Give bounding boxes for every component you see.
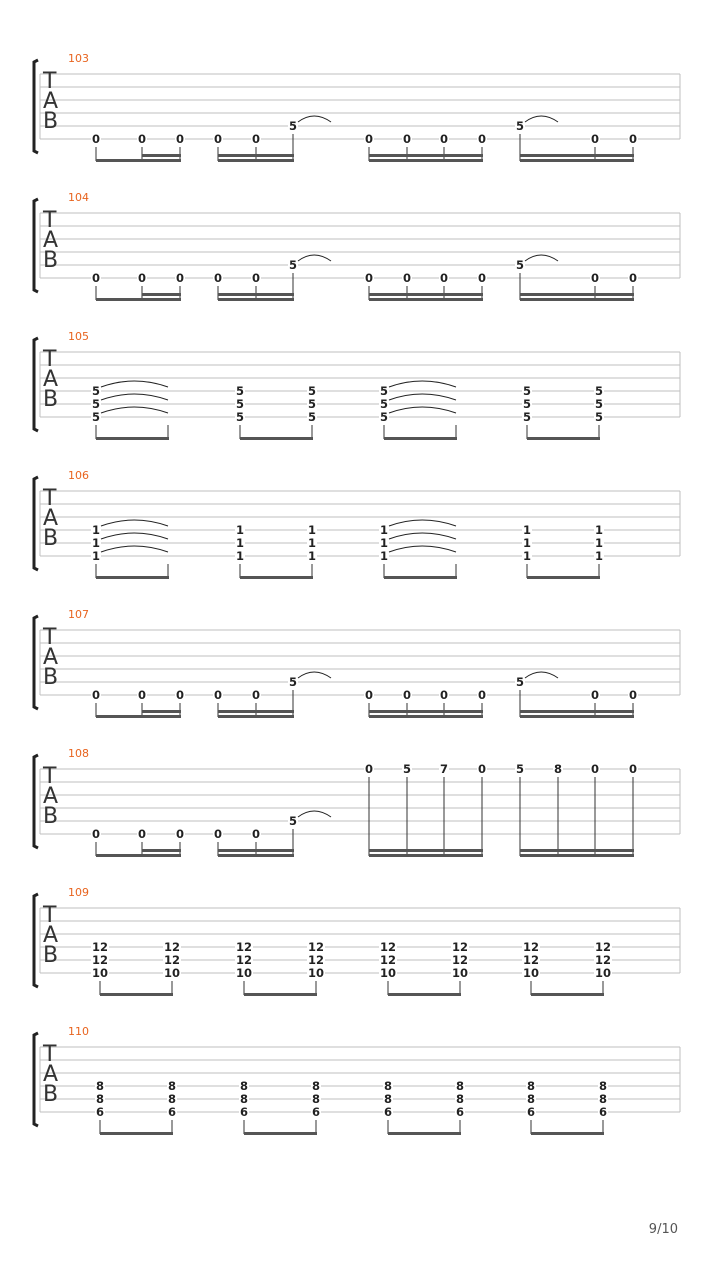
fret-number: 1 <box>522 523 532 537</box>
fret-number: 10 <box>522 966 540 980</box>
fret-number: 8 <box>239 1092 249 1106</box>
staff-system <box>34 608 680 718</box>
tie-arc <box>389 407 456 413</box>
fret-number: 8 <box>311 1079 321 1093</box>
fret-number: 5 <box>235 410 245 424</box>
tie-arc <box>298 811 331 817</box>
fret-number: 5 <box>515 675 525 689</box>
fret-number: 8 <box>383 1092 393 1106</box>
beam <box>520 849 634 852</box>
fret-number: 5 <box>91 384 101 398</box>
fret-number: 5 <box>379 384 389 398</box>
fret-number: 0 <box>628 132 638 146</box>
fret-number: 0 <box>137 132 147 146</box>
fret-number: 10 <box>307 966 325 980</box>
fret-number: 10 <box>379 966 397 980</box>
fret-number: 0 <box>477 762 487 776</box>
fret-number: 5 <box>307 410 317 424</box>
beam <box>218 293 294 296</box>
fret-number: 5 <box>522 397 532 411</box>
beam-secondary <box>142 154 181 157</box>
beam <box>96 159 181 162</box>
system-bracket <box>34 199 38 292</box>
fret-number: 0 <box>477 688 487 702</box>
fret-number: 1 <box>91 549 101 563</box>
fret-number: 8 <box>598 1079 608 1093</box>
fret-number: 5 <box>379 410 389 424</box>
beam <box>240 437 313 440</box>
fret-number: 5 <box>594 397 604 411</box>
fret-number: 5 <box>91 410 101 424</box>
beam <box>244 1132 317 1135</box>
fret-number: 12 <box>451 940 469 954</box>
tab-clef-letter: T <box>43 69 57 94</box>
fret-number: 5 <box>522 410 532 424</box>
fret-number: 0 <box>477 132 487 146</box>
beam <box>96 437 169 440</box>
beam <box>100 993 173 996</box>
fret-number: 6 <box>95 1105 105 1119</box>
fret-number: 8 <box>311 1092 321 1106</box>
fret-number: 6 <box>598 1105 608 1119</box>
fret-number: 1 <box>379 523 389 537</box>
tie-arc <box>525 672 558 678</box>
beam <box>527 437 600 440</box>
staff-system <box>34 886 680 996</box>
fret-number: 12 <box>379 953 397 967</box>
beam-secondary <box>142 710 181 713</box>
fret-number: 5 <box>288 675 298 689</box>
fret-number: 1 <box>307 536 317 550</box>
fret-number: 6 <box>311 1105 321 1119</box>
beam <box>369 154 483 157</box>
fret-number: 5 <box>288 814 298 828</box>
fret-number: 12 <box>163 940 181 954</box>
beam <box>369 710 483 713</box>
fret-number: 1 <box>594 523 604 537</box>
system-bracket <box>34 755 38 848</box>
beam <box>520 854 634 857</box>
fret-number: 0 <box>175 271 185 285</box>
tie-arc <box>389 546 456 552</box>
tab-clef-letter: B <box>43 1082 59 1107</box>
beam <box>520 710 634 713</box>
fret-number: 0 <box>91 132 101 146</box>
fret-number: 6 <box>383 1105 393 1119</box>
fret-number: 0 <box>213 688 223 702</box>
fret-number: 0 <box>251 271 261 285</box>
fret-number: 12 <box>163 953 181 967</box>
fret-number: 0 <box>137 827 147 841</box>
measure-number: 105 <box>68 330 89 343</box>
fret-number: 6 <box>455 1105 465 1119</box>
fret-number: 1 <box>235 536 245 550</box>
fret-number: 8 <box>598 1092 608 1106</box>
staff-system <box>34 747 680 857</box>
page-number: 9/10 <box>648 1222 678 1237</box>
fret-number: 5 <box>91 397 101 411</box>
tie-arc <box>101 533 168 539</box>
fret-number: 0 <box>91 271 101 285</box>
fret-number: 8 <box>383 1079 393 1093</box>
fret-number: 8 <box>526 1092 536 1106</box>
fret-number: 0 <box>590 688 600 702</box>
tie-arc <box>298 255 331 261</box>
fret-number: 0 <box>364 762 374 776</box>
system-bracket <box>34 616 38 709</box>
fret-number: 0 <box>439 132 449 146</box>
measure-number: 103 <box>68 52 89 65</box>
tie-arc <box>298 116 331 122</box>
fret-number: 1 <box>522 549 532 563</box>
tab-clef-letter: A <box>43 367 59 392</box>
tab-clef-letter: B <box>43 248 59 273</box>
tab-clef-letter: B <box>43 387 59 412</box>
fret-number: 0 <box>590 132 600 146</box>
fret-number: 10 <box>91 966 109 980</box>
fret-number: 0 <box>364 132 374 146</box>
measure-number: 104 <box>68 191 89 204</box>
fret-number: 10 <box>594 966 612 980</box>
tie-arc <box>389 520 456 526</box>
fret-number: 8 <box>239 1079 249 1093</box>
beam <box>384 437 457 440</box>
fret-number: 10 <box>451 966 469 980</box>
tie-arc <box>101 394 168 400</box>
staff-system <box>34 191 680 301</box>
beam <box>100 1132 173 1135</box>
system-bracket <box>34 894 38 987</box>
tie-arc <box>389 533 456 539</box>
fret-number: 0 <box>91 688 101 702</box>
fret-number: 12 <box>307 940 325 954</box>
fret-number: 5 <box>515 258 525 272</box>
tab-clef-letter: B <box>43 526 59 551</box>
fret-number: 0 <box>402 132 412 146</box>
fret-number: 1 <box>307 523 317 537</box>
fret-number: 5 <box>235 397 245 411</box>
staff-system <box>34 1025 680 1135</box>
fret-number: 1 <box>594 536 604 550</box>
beam <box>96 298 181 301</box>
fret-number: 5 <box>594 410 604 424</box>
beam <box>531 1132 604 1135</box>
fret-number: 0 <box>251 827 261 841</box>
tab-clef-letter: T <box>43 486 57 511</box>
fret-number: 8 <box>455 1092 465 1106</box>
measure-number: 110 <box>68 1025 89 1038</box>
fret-number: 0 <box>628 271 638 285</box>
fret-number: 1 <box>235 549 245 563</box>
beam-secondary <box>142 293 181 296</box>
fret-number: 6 <box>239 1105 249 1119</box>
fret-number: 6 <box>526 1105 536 1119</box>
tab-clef-letter: A <box>43 645 59 670</box>
fret-number: 1 <box>307 549 317 563</box>
fret-number: 0 <box>213 827 223 841</box>
fret-number: 0 <box>477 271 487 285</box>
beam <box>369 293 483 296</box>
beam <box>384 576 457 579</box>
tab-clef-letter: T <box>43 1042 57 1067</box>
tab-clef-letter: A <box>43 506 59 531</box>
fret-number: 0 <box>590 762 600 776</box>
fret-number: 6 <box>167 1105 177 1119</box>
beam <box>218 715 294 718</box>
fret-number: 0 <box>628 762 638 776</box>
fret-number: 0 <box>251 688 261 702</box>
tab-clef-letter: A <box>43 784 59 809</box>
fret-number: 0 <box>251 132 261 146</box>
fret-number: 8 <box>167 1092 177 1106</box>
fret-number: 12 <box>235 953 253 967</box>
measure-number: 108 <box>68 747 89 760</box>
tab-clef-letter: B <box>43 109 59 134</box>
measure-number: 107 <box>68 608 89 621</box>
fret-number: 12 <box>451 953 469 967</box>
tie-arc <box>101 520 168 526</box>
fret-number: 12 <box>379 940 397 954</box>
fret-number: 0 <box>364 688 374 702</box>
fret-number: 5 <box>307 397 317 411</box>
fret-number: 5 <box>522 384 532 398</box>
tab-clef-letter: T <box>43 625 57 650</box>
fret-number: 0 <box>402 271 412 285</box>
beam <box>96 854 181 857</box>
tie-arc <box>101 407 168 413</box>
tie-arc <box>525 255 558 261</box>
fret-number: 0 <box>364 271 374 285</box>
tab-clef-letter: T <box>43 764 57 789</box>
beam <box>520 154 634 157</box>
system-bracket <box>34 338 38 431</box>
beam <box>218 710 294 713</box>
fret-number: 0 <box>91 827 101 841</box>
measure-number: 109 <box>68 886 89 899</box>
tie-arc <box>101 381 168 387</box>
fret-number: 5 <box>402 762 412 776</box>
fret-number: 5 <box>288 119 298 133</box>
tie-arc <box>101 546 168 552</box>
staff-system <box>34 469 680 579</box>
fret-number: 10 <box>163 966 181 980</box>
staff-system <box>34 330 680 440</box>
tab-clef-letter: B <box>43 943 59 968</box>
fret-number: 1 <box>594 549 604 563</box>
tie-arc <box>298 672 331 678</box>
tie-arc <box>389 381 456 387</box>
tab-clef-letter: B <box>43 804 59 829</box>
beam <box>240 576 313 579</box>
fret-number: 0 <box>439 271 449 285</box>
beam <box>520 298 634 301</box>
tie-arc <box>389 394 456 400</box>
fret-number: 12 <box>594 953 612 967</box>
fret-number: 1 <box>522 536 532 550</box>
tab-clef-letter: B <box>43 665 59 690</box>
fret-number: 5 <box>307 384 317 398</box>
fret-number: 12 <box>522 953 540 967</box>
beam <box>96 715 181 718</box>
beam <box>520 715 634 718</box>
fret-number: 0 <box>439 688 449 702</box>
fret-number: 5 <box>379 397 389 411</box>
tab-clef-letter: A <box>43 89 59 114</box>
beam <box>520 293 634 296</box>
fret-number: 0 <box>402 688 412 702</box>
system-bracket <box>34 60 38 153</box>
fret-number: 1 <box>235 523 245 537</box>
fret-number: 0 <box>213 271 223 285</box>
measure-number: 106 <box>68 469 89 482</box>
beam <box>369 849 483 852</box>
fret-number: 12 <box>307 953 325 967</box>
beam <box>369 298 483 301</box>
fret-number: 1 <box>91 523 101 537</box>
fret-number: 5 <box>235 384 245 398</box>
tab-clef-letter: T <box>43 347 57 372</box>
fret-number: 5 <box>288 258 298 272</box>
fret-number: 0 <box>590 271 600 285</box>
beam <box>218 854 294 857</box>
beam <box>369 159 483 162</box>
fret-number: 8 <box>95 1092 105 1106</box>
beam <box>218 159 294 162</box>
beam <box>520 159 634 162</box>
fret-number: 1 <box>379 536 389 550</box>
fret-number: 8 <box>553 762 563 776</box>
fret-number: 8 <box>167 1079 177 1093</box>
fret-number: 1 <box>91 536 101 550</box>
fret-number: 5 <box>594 384 604 398</box>
fret-number: 12 <box>594 940 612 954</box>
fret-number: 12 <box>91 953 109 967</box>
tab-clef-letter: T <box>43 208 57 233</box>
fret-number: 0 <box>628 688 638 702</box>
fret-number: 1 <box>379 549 389 563</box>
tie-arc <box>525 116 558 122</box>
fret-number: 0 <box>137 271 147 285</box>
staff-system <box>34 52 680 162</box>
fret-number: 7 <box>439 762 449 776</box>
beam <box>369 854 483 857</box>
fret-number: 5 <box>515 119 525 133</box>
fret-number: 8 <box>95 1079 105 1093</box>
beam <box>218 298 294 301</box>
fret-number: 0 <box>213 132 223 146</box>
beam <box>244 993 317 996</box>
fret-number: 12 <box>91 940 109 954</box>
tab-clef-letter: A <box>43 228 59 253</box>
fret-number: 12 <box>235 940 253 954</box>
beam <box>218 849 294 852</box>
tab-clef-letter: A <box>43 923 59 948</box>
fret-number: 8 <box>455 1079 465 1093</box>
fret-number: 0 <box>175 827 185 841</box>
fret-number: 5 <box>515 762 525 776</box>
tab-clef-letter: A <box>43 1062 59 1087</box>
fret-number: 0 <box>175 688 185 702</box>
fret-number: 0 <box>175 132 185 146</box>
fret-number: 0 <box>137 688 147 702</box>
system-bracket <box>34 477 38 570</box>
fret-number: 8 <box>526 1079 536 1093</box>
beam <box>369 715 483 718</box>
beam-secondary <box>142 849 181 852</box>
beam <box>388 993 461 996</box>
beam <box>531 993 604 996</box>
tab-clef-letter: T <box>43 903 57 928</box>
beam <box>218 154 294 157</box>
fret-number: 12 <box>522 940 540 954</box>
beam <box>388 1132 461 1135</box>
fret-number: 10 <box>235 966 253 980</box>
beam <box>96 576 169 579</box>
system-bracket <box>34 1033 38 1126</box>
beam <box>527 576 600 579</box>
